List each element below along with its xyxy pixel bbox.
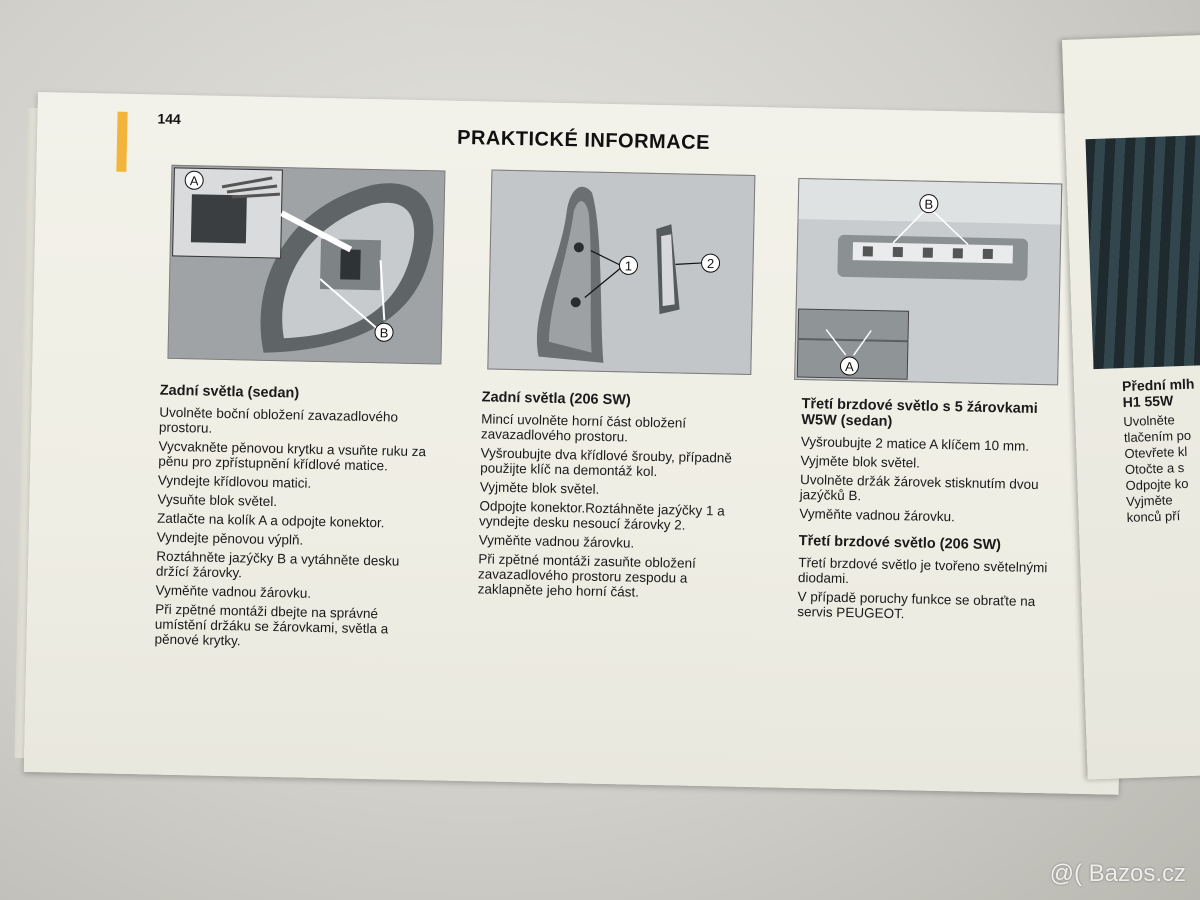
- instruction: Vyjměte blok světel.: [800, 453, 921, 471]
- tire-photo: [1085, 134, 1200, 369]
- heading-third-brake-light-sedan: Třetí brzdové světlo s 5 žárovkami W5W (sedan): [801, 396, 1038, 430]
- instruction: Vyšroubujte dva křídlové šrouby, případně použijte klíč na demontáž kol.: [480, 445, 733, 480]
- photo-label-b: B: [379, 325, 389, 341]
- next-line: tlačením po: [1123, 427, 1192, 446]
- column-sw-rear-lights: [477, 389, 759, 606]
- instruction: Při zpětné montáži zasuňte obložení zavazadlového prostoru zespodu a zaklapněte jeho horní část.: [477, 551, 697, 600]
- heading-sedan-rear-lights: Zadní světla (sedan): [159, 382, 300, 402]
- instruction: Vyndejte křídlovou matici.: [157, 472, 312, 491]
- instruction: Vyšroubujte 2 matice A klíčem 10 mm.: [800, 434, 1030, 454]
- instruction: Zatlačte na kolík A a odpojte konektor.: [156, 510, 385, 531]
- next-page-text: [1122, 376, 1199, 526]
- instruction: Vysuňte blok světel.: [157, 491, 278, 510]
- photo-label-2: 2: [706, 256, 715, 272]
- photo-third-brake-light: [794, 178, 1062, 385]
- photo-sw-rear-light: [487, 170, 755, 375]
- instruction: Vyjměte blok světel.: [479, 479, 600, 497]
- instruction: Vyndejte pěnovou výplň.: [156, 529, 304, 548]
- section-title: PRAKTICKÉ INFORMACE: [456, 126, 711, 155]
- instruction: Odpojte konektor.Roztáhněte jazýčky 1 a vyndejte desku nesoucí žárovky 2.: [478, 498, 725, 533]
- next-line: Otočte a s: [1124, 459, 1185, 478]
- instruction: Roztáhněte jazýčky B a vytáhněte desku držící žárovky.: [155, 548, 400, 581]
- instruction: Třetí brzdové světlo je tvořeno světelnými diodami.: [797, 555, 1048, 587]
- photo-label-b: B: [924, 196, 934, 212]
- next-line: Odpojte ko: [1125, 475, 1189, 494]
- column-sedan-rear-lights: [154, 383, 430, 657]
- instruction: Uvolněte boční obložení zavazadlového prostoru.: [158, 404, 399, 436]
- instruction: Mincí uvolněte horní část obložení zavazadlového prostoru.: [480, 411, 687, 445]
- next-line: konců pří: [1126, 508, 1181, 526]
- instruction: Při zpětné montáži dbejte na správné umístění držáku se žárovkami, světla a pěnové krytky.: [154, 601, 389, 649]
- page-number: 144: [157, 110, 181, 127]
- heading-third-brake-light-sw: Třetí brzdové světlo (206 SW): [798, 533, 1002, 554]
- next-line: Otevřete kl: [1124, 443, 1188, 462]
- next-page-heading: [1122, 376, 1195, 411]
- page-tab-marker: [116, 112, 127, 172]
- instruction: Vyměňte vadnou žárovku.: [478, 532, 635, 551]
- next-heading-line2: H1 55W: [1122, 392, 1174, 411]
- manual-page: [24, 92, 1133, 795]
- next-line: Vyjměte: [1125, 492, 1173, 510]
- column-third-brake-light: [797, 396, 1072, 629]
- heading-sw-rear-lights: Zadní světla (206 SW): [481, 389, 631, 409]
- instruction: Vycvakněte pěnovou krytku a vsuňte ruku za pěnu pro zpřístupnění křídlové matice.: [158, 438, 427, 474]
- next-heading-line1: Přední mlh: [1121, 375, 1195, 395]
- photo-label-1: 1: [624, 258, 633, 274]
- instruction: Vyměňte vadnou žárovku.: [799, 506, 956, 525]
- instruction: Uvolněte držák žárovek stisknutím dvou jazýčků B.: [799, 472, 1039, 504]
- next-line: Uvolněte: [1123, 412, 1175, 430]
- instruction: Vyměňte vadnou žárovku.: [155, 582, 312, 601]
- photo-label-a: A: [189, 173, 199, 189]
- instruction: V případě poruchy funkce se obraťte na servis PEUGEOT.: [797, 589, 1036, 622]
- photo-sedan-rear-light: [167, 165, 445, 365]
- watermark: @( Bazos.cz: [1049, 860, 1186, 887]
- photo-label-a: A: [844, 358, 854, 375]
